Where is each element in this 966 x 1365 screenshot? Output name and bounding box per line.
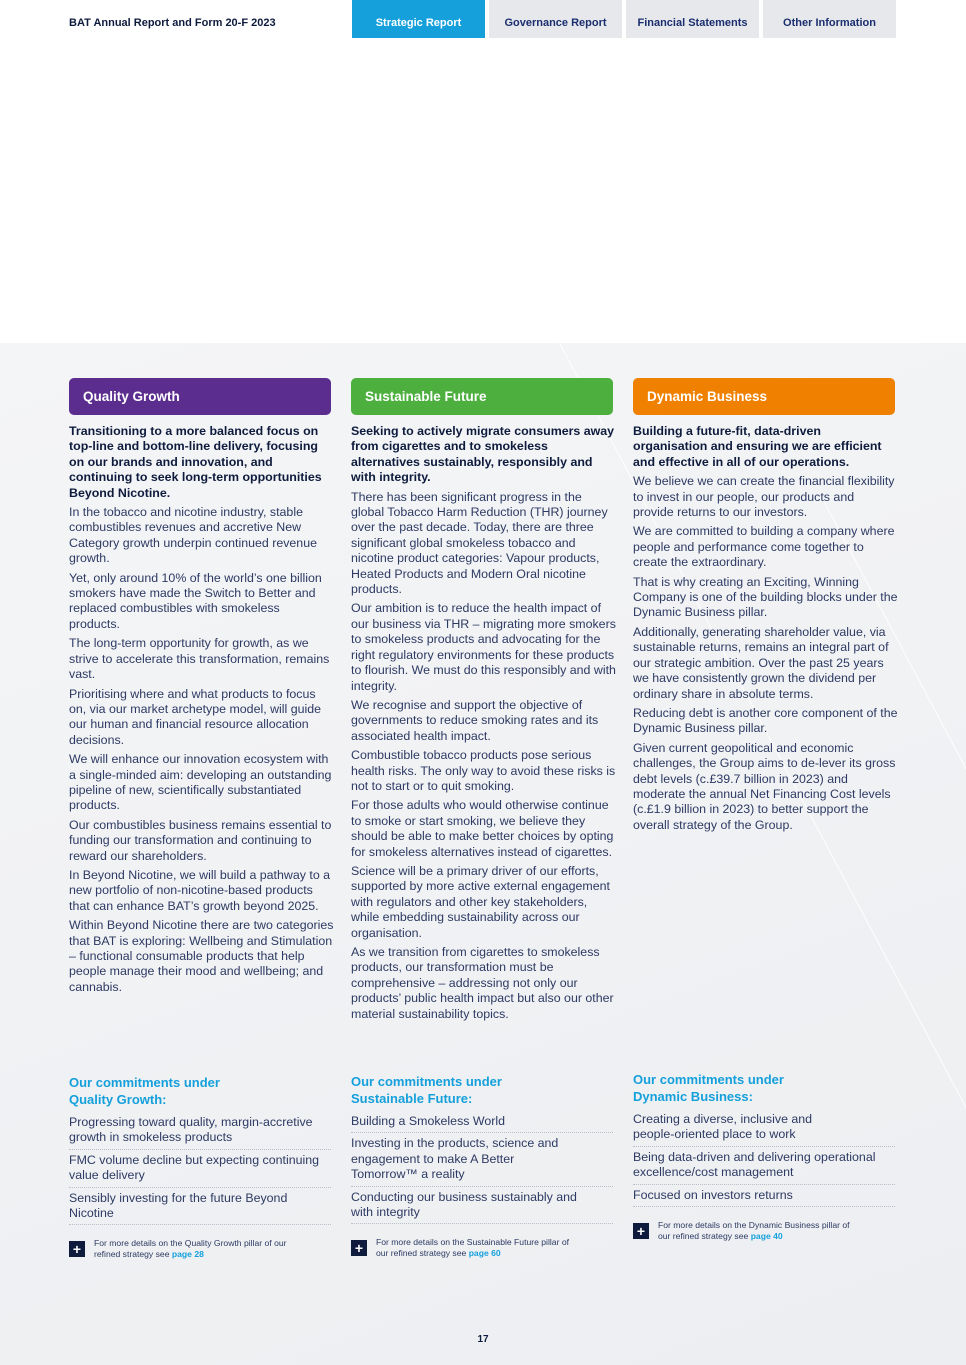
- paragraph: We will enhance our innovation ecosystem with a single-minded aim: developing an outstanding pipeline of new, scientifically substantiated products.: [69, 752, 332, 813]
- more-details-text: For more details on the Sustainable Future pillar of our refined strategy see: [376, 1237, 569, 1259]
- paragraph: Yet, only around 10% of the world’s one billion smokers have made the Switch to Better and replaced combustibles with smokeless products.: [69, 570, 322, 631]
- paragraph: We believe we can create the financial flexibility to invest in our people, our products and provide returns to our investors.: [633, 474, 895, 520]
- paragraph: Our ambition is to reduce the health impact of our business via THR – migrating more smokers to smokeless products and advocating for the right regulatory environments for these products to flourish. We must do this responsibly and with integrity.: [351, 601, 616, 693]
- list-item: Focused on investors returns: [633, 1185, 895, 1207]
- commitments-sustainable-future: [351, 1073, 613, 1259]
- commitments-heading: Our commitments under Sustainable Future:: [351, 1074, 502, 1106]
- paragraph: Science will be a primary driver of our efforts, supported by more active external engagement with regulators and other key stakeholders, while embedding sustainability across our organisation.: [351, 863, 610, 940]
- page-link[interactable]: page 40: [750, 1231, 783, 1242]
- list-item: Progressing toward quality, margin-accretive growth in smokeless products: [69, 1112, 331, 1150]
- commitments-heading: Our commitments under Quality Growth:: [69, 1075, 220, 1107]
- pillar-quality-growth: [69, 378, 334, 995]
- paragraph: Given current geopolitical and economic challenges, the Group aims to de-lever its gross debt levels (c.£39.7 billion in 2023) and moderate the annual Net Financing Cost levels (c.£1.9 billion in 2023) to better support the overall strategy of the Group.: [633, 740, 896, 832]
- paragraph: Our combustibles business remains essential to funding our transformation and continuing to reward our shareholders.: [69, 817, 332, 863]
- paragraph: Reducing debt is another core component of the Dynamic Business pillar.: [633, 705, 898, 736]
- more-details-text: For more details on the Dynamic Business pillar of our refined strategy see: [658, 1220, 850, 1242]
- paragraph: That is why creating an Exciting, Winning Company is one of the building blocks under the Dynamic Business pillar.: [633, 574, 898, 620]
- commitments-dynamic-business: [633, 1071, 895, 1242]
- paragraph: We recognise and support the objective of governments to reduce smoking rates and its associated health impact.: [351, 697, 599, 743]
- more-details-text: For more details on the Quality Growth pillar of our refined strategy see: [94, 1238, 287, 1260]
- list-item: Creating a diverse, inclusive and people-oriented place to work: [633, 1109, 895, 1147]
- paragraph: Combustible tobacco products pose serious health risks. The only way to avoid these risks is not to start or to quit smoking.: [351, 748, 616, 793]
- more-details: [69, 1237, 331, 1260]
- commitments-list: [633, 1109, 895, 1207]
- page-link[interactable]: page 60: [468, 1248, 501, 1259]
- tab-governance-report[interactable]: Governance Report: [489, 0, 622, 38]
- paragraph: Within Beyond Nicotine there are two categories that BAT is exploring: Wellbeing and Stimulation – functional consumable products that help people manage their mood and wellbeing; and cannabis.: [69, 918, 334, 994]
- list-item: Building a Smokeless World: [351, 1111, 613, 1133]
- document-title: BAT Annual Report and Form 20-F 2023: [69, 17, 276, 29]
- pillar-title: Quality Growth: [69, 378, 331, 415]
- paragraph: The long-term opportunity for growth, as we strive to accelerate this transformation, remains vast.: [69, 636, 330, 682]
- pillar-dynamic-business: [633, 378, 898, 833]
- paragraph: As we transition from cigarettes to smokeless products, our transformation must be comprehensive – addressing not only our products’ public health impact but also our other material sustainability topics.: [351, 945, 614, 1021]
- commitments-quality-growth: [69, 1074, 331, 1260]
- list-item: FMC volume decline but expecting continuing value delivery: [69, 1150, 331, 1188]
- pillar-title: Sustainable Future: [351, 378, 613, 415]
- tab-other-information[interactable]: Other Information: [763, 0, 896, 38]
- top-bar: [0, 0, 966, 40]
- paragraph: In the tobacco and nicotine industry, stable combustibles revenues and accretive New Category growth underpin continued revenue growth.: [69, 505, 317, 566]
- paragraph: We are committed to building a company where people and performance come together to create the extraordinary.: [633, 524, 895, 570]
- section-nav: [352, 0, 896, 38]
- paragraph: In Beyond Nicotine, we will build a pathway to a new portfolio of non-nicotine-based products that can enhance BAT’s growth beyond 2025.: [69, 867, 331, 913]
- commitments-list: [351, 1111, 613, 1224]
- more-details: [633, 1219, 895, 1242]
- strategy-pillars-panel: [0, 343, 966, 1365]
- tab-strategic-report[interactable]: Strategic Report: [352, 0, 485, 38]
- list-item: Investing in the products, science and engagement to make A Better Tomorrow™ a reality: [351, 1133, 613, 1186]
- paragraph: Prioritising where and what products to focus on, via our market archetype model, will guide our human and financial resource allocation decisions.: [69, 686, 322, 747]
- more-details: [351, 1236, 613, 1259]
- pillar-lead: Building a future-fit, data-driven organisation and ensuring we are efficient and effective in all of our operations.: [633, 424, 882, 469]
- paragraph: There has been significant progress in the global Tobacco Harm Reduction (THR) journey over the past decade. Today, there are three significant global smokeless tobacco and nicotine product categories: Vapour products, Heated Products and Modern Oral nicotine products.: [351, 489, 608, 597]
- paragraph: Additionally, generating shareholder value, via sustainable returns, remains an integral part of our strategic ambition. Over the past 25 years we have consistently grown the dividend per ordinary share in absolute terms.: [633, 624, 889, 701]
- page-number: 17: [477, 1334, 489, 1345]
- plus-icon[interactable]: +: [351, 1240, 367, 1256]
- list-item: Conducting our business sustainably and with integrity: [351, 1187, 613, 1225]
- pillar-title: Dynamic Business: [633, 378, 895, 415]
- tab-financial-statements[interactable]: Financial Statements: [626, 0, 759, 38]
- commitments-list: [69, 1112, 331, 1225]
- pillar-sustainable-future: [351, 378, 616, 1022]
- list-item: Being data-driven and delivering operational excellence/cost management: [633, 1147, 895, 1185]
- plus-icon[interactable]: +: [633, 1223, 649, 1239]
- page-link[interactable]: page 28: [171, 1249, 204, 1260]
- pillar-lead: Seeking to actively migrate consumers away from cigarettes and to smokeless alternatives sustainably, responsibly and with integrity.: [351, 424, 615, 485]
- pillar-lead: Transitioning to a more balanced focus on top-line and bottom-line delivery, focusing on our brands and innovation, and continuing to seek long-term opportunities Beyond Nicotine.: [69, 424, 322, 500]
- list-item: Sensibly investing for the future Beyond Nicotine: [69, 1188, 331, 1226]
- commitments-heading: Our commitments under Dynamic Business:: [633, 1072, 784, 1104]
- paragraph: For those adults who would otherwise continue to smoke or start smoking, we believe they should be able to make better choices by opting for smokeless alternatives instead of cigarettes.: [351, 798, 614, 859]
- plus-icon[interactable]: +: [69, 1241, 85, 1257]
- blank-image-area: [0, 40, 966, 343]
